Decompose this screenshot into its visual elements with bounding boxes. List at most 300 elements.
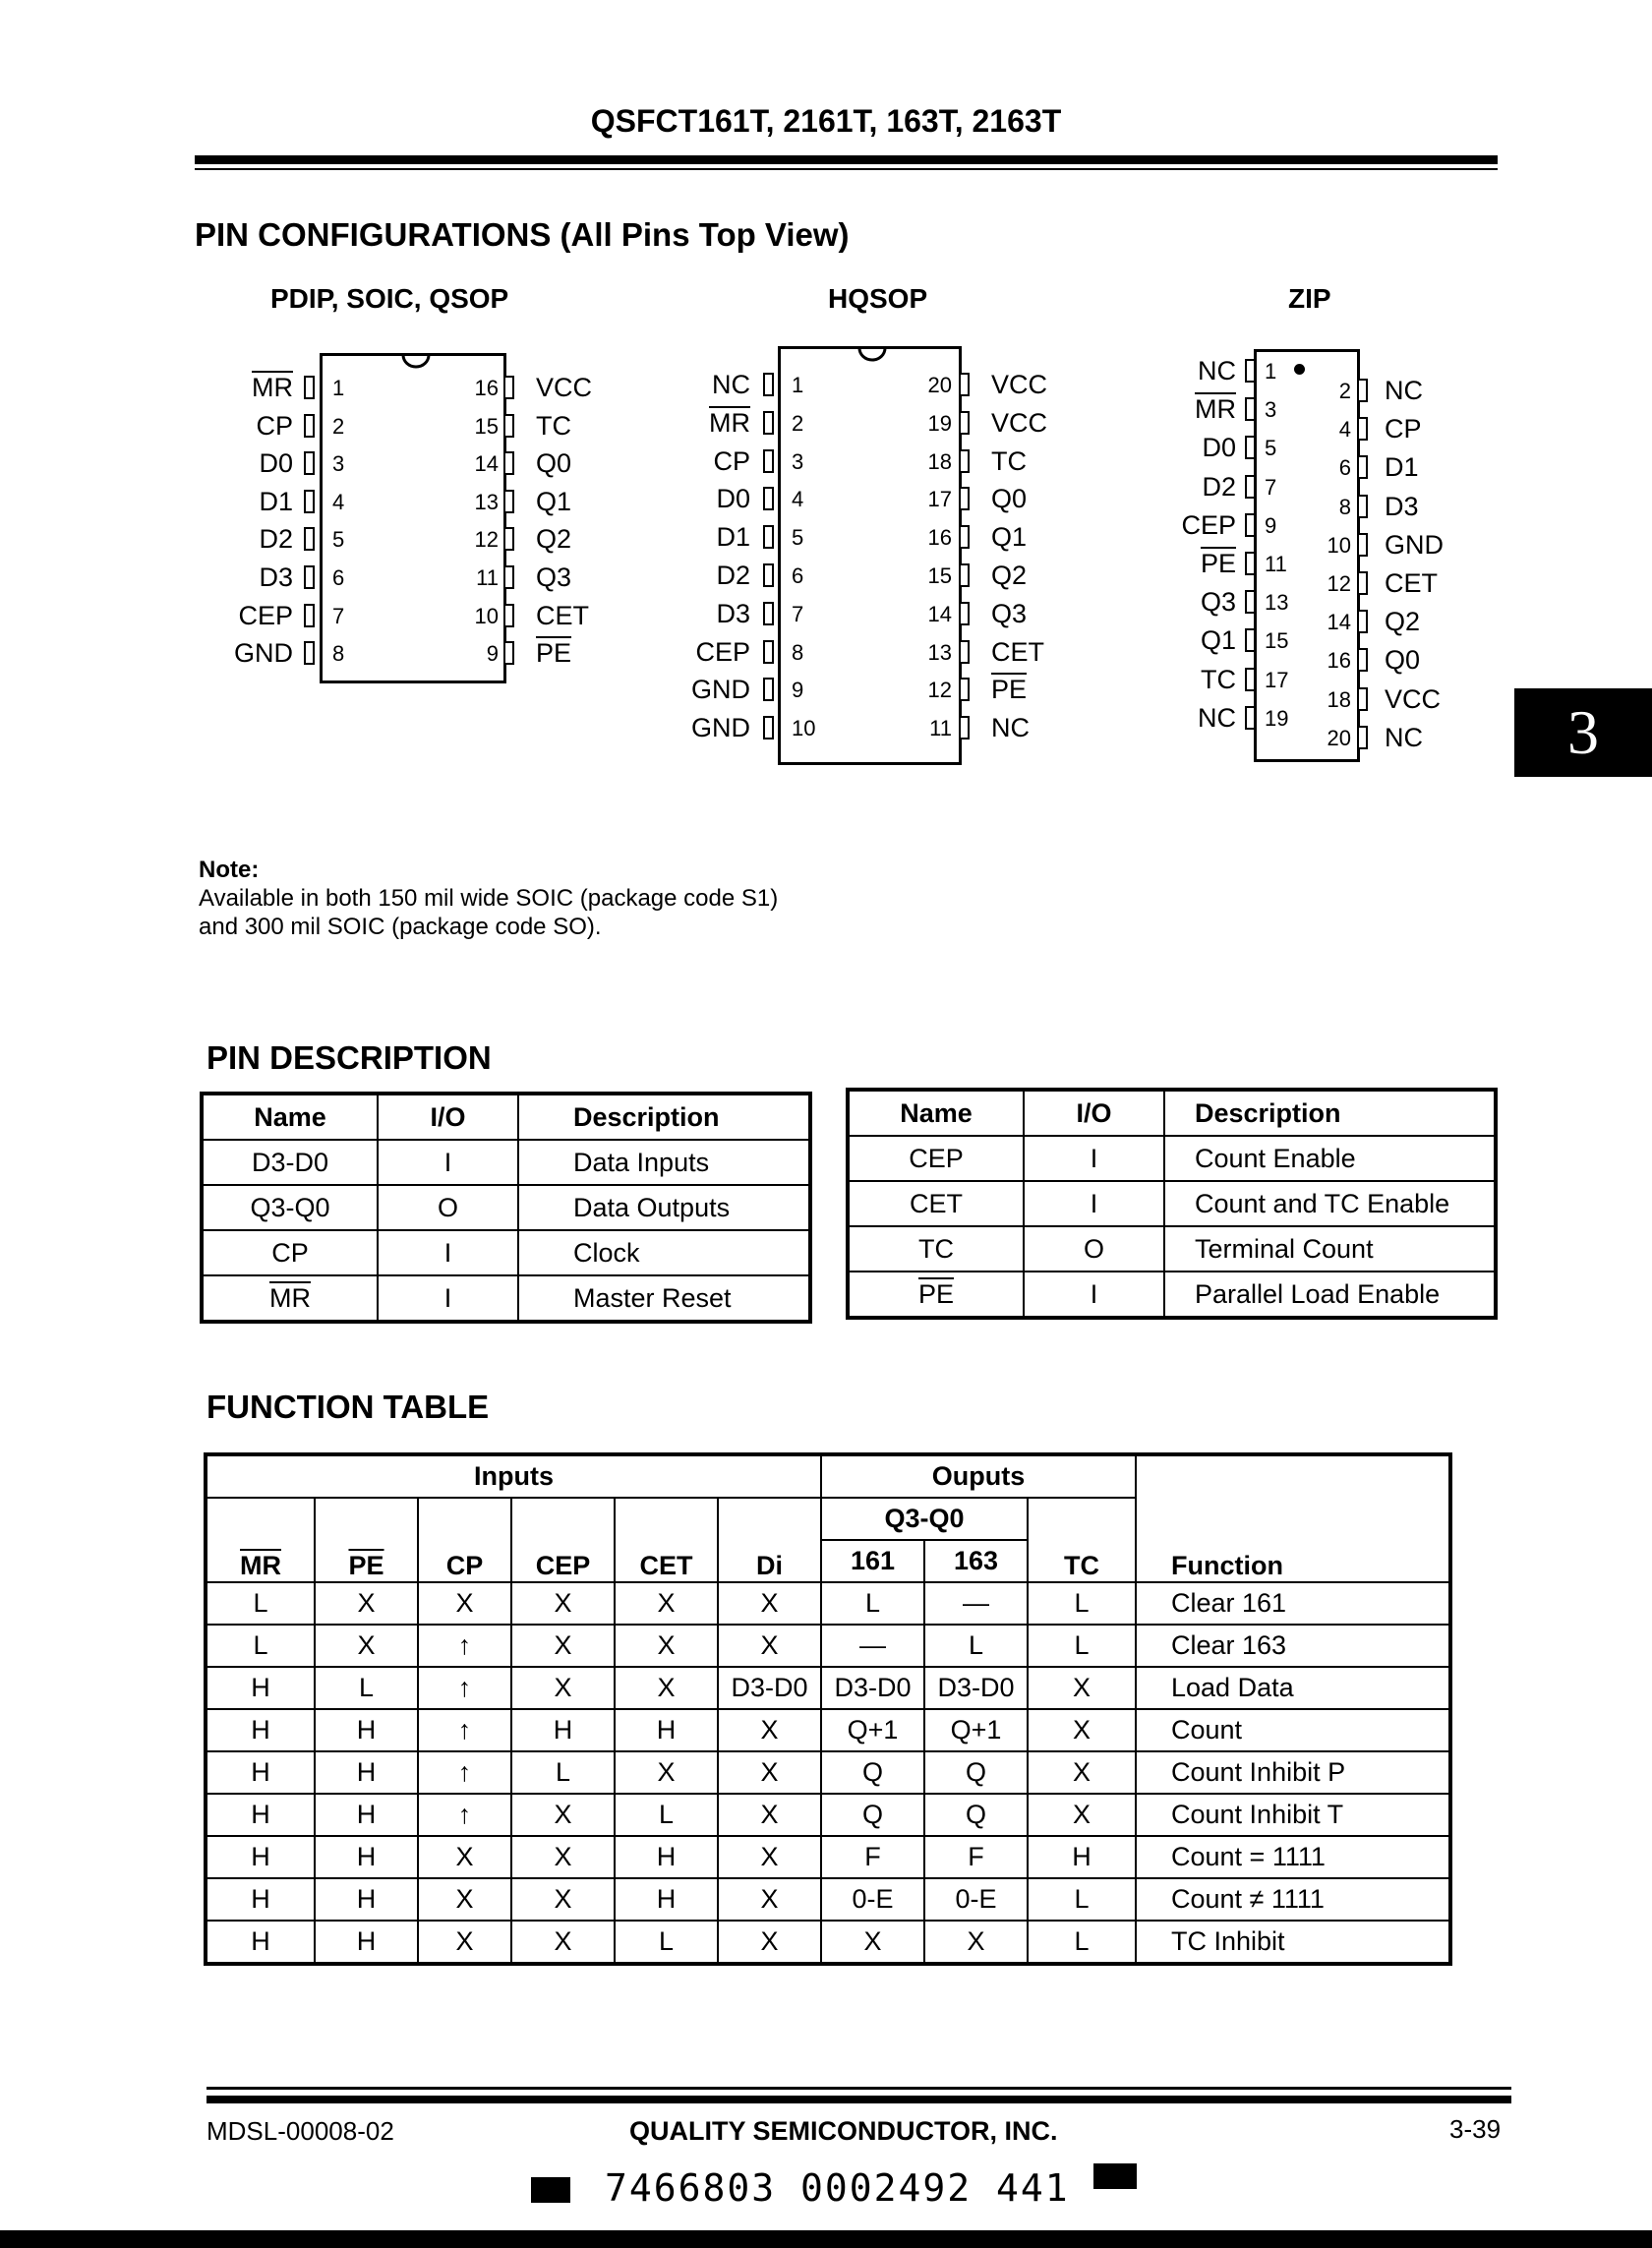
table-row [848,1272,1496,1318]
zip-pin-number: 9 [1265,512,1277,538]
table-row [206,1751,1450,1794]
footer-rule [206,2087,1511,2090]
pe-header: $\overline{PE}$ [315,1498,418,1582]
dip-pin-number: 6 [332,565,345,590]
zip-pin-name: CET [1385,568,1438,598]
cell-cet: L [615,1794,718,1836]
zip-pin-lead [1357,417,1368,441]
pin-name-cell: CP [202,1230,378,1275]
hqsop-pin-name: D1 [716,522,750,553]
zip-pin-name: TC [1201,664,1236,694]
hqsop-pin-number: 16 [927,525,952,551]
hqsop-pin-name: CEP [695,636,750,667]
cell-di: X [718,1582,821,1625]
cell-cet: H [615,1836,718,1878]
hqsop-pin-number: 18 [927,448,952,474]
zip-pin-number: 13 [1265,590,1289,616]
barcode-block-left [531,2177,570,2203]
cell-pe: H [315,1878,418,1921]
cell-mr: L [206,1625,315,1667]
description-cell: Count and TC Enable [1164,1181,1496,1226]
hqsop-pin-number: 3 [792,448,804,474]
cell-161: F [821,1836,924,1878]
cell-di: X [718,1709,821,1751]
cell-cp: ↑ [418,1667,511,1709]
dip-pin-name: CP [256,410,293,441]
dip-pin-number: 1 [332,376,345,400]
hqsop-pin-name: VCC [991,370,1048,399]
hqsop-pin-name: GND [691,713,750,743]
pin-name-cell: CEP [848,1136,1024,1181]
col-header: Name [202,1094,378,1140]
zip-pin-number: 10 [1327,532,1351,558]
description-cell: Master Reset [518,1275,810,1322]
inputs-group-header: Inputs [206,1454,821,1498]
hqsop-package-body [778,346,962,765]
hqsop-pin-lead [763,678,774,701]
cell-pe: H [315,1921,418,1964]
description-cell: Data Outputs [518,1185,810,1230]
dip-pin-number: 3 [332,451,345,477]
cell-163: Q [924,1751,1028,1794]
dip-pin-lead [304,451,315,475]
cell-cp: ↑ [418,1794,511,1836]
zip-pin-name: NC [1198,356,1236,385]
tc-header: TC [1028,1498,1136,1582]
table-row [206,1794,1450,1836]
zip-pin-number: 19 [1265,705,1289,731]
note-line-1: Available in both 150 mil wide SOIC (package code S1) [199,885,779,912]
hqsop-pin-lead [763,640,774,664]
zip-pin-number: 20 [1327,725,1351,750]
table-row [202,1275,810,1322]
dip-pin-name: Q2 [536,524,572,555]
io-cell: I [1024,1272,1164,1318]
hqsop-pin-name: $\overline{MR}$ [709,407,750,438]
note-line-2: and 300 mil SOIC (package code SO). [199,914,602,940]
zip-pin-name: VCC [1385,683,1442,714]
table-row [206,1921,1450,1964]
cell-function: Clear 161 [1136,1582,1450,1625]
cell-di: X [718,1921,821,1964]
cell-di: X [718,1836,821,1878]
zip-pin-name: D3 [1385,491,1419,521]
di-header: Di [718,1498,821,1582]
hqsop-pin-lead [959,602,970,625]
hqsop-pin-name: CET [991,636,1044,667]
dip-pin-lead [503,376,514,399]
dip-pin-number: 10 [474,603,499,628]
dip-pin-lead [304,604,315,627]
zip-pin-number: 5 [1265,436,1277,461]
zip-pin-number: 16 [1327,648,1351,674]
zip-pin-number: 6 [1338,455,1351,481]
hqsop-pin-number: 12 [927,678,952,703]
hqsop-pin-number: 11 [929,716,952,741]
pin-name-cell: TC [848,1226,1024,1272]
dip-pin-lead [503,490,514,513]
zip-pin-number: 18 [1327,686,1351,712]
pin-description-title: PIN DESCRIPTION [206,1039,492,1076]
hqsop-pin-number: 1 [792,373,804,397]
hqsop-pin-number: 6 [792,563,804,588]
zip-pin-lead [1357,495,1368,518]
cell-pe: X [315,1582,418,1625]
hqsop-pin-lead [959,525,970,549]
description-cell: Data Inputs [518,1140,810,1185]
cell-161: Q+1 [821,1709,924,1751]
cell-mr: H [206,1709,315,1751]
dip-pin-lead [503,451,514,475]
dip-pin-lead [304,490,315,513]
dip-pin-name: CEP [238,600,293,630]
zip-pin-name: D1 [1385,452,1419,483]
hqsop-pin-name: NC [991,713,1030,743]
outputs-group-header: Ouputs [821,1454,1136,1498]
q163-header: 163 [924,1540,1028,1582]
description-cell: Parallel Load Enable [1164,1272,1496,1318]
cell-161: Q [821,1751,924,1794]
dip-pin-lead [503,414,514,438]
hqsop-pin-lead [763,411,774,435]
cell-cp: X [418,1878,511,1921]
cell-mr: H [206,1878,315,1921]
zip-pin-name: CEP [1181,509,1236,540]
zip-pin-number: 15 [1265,628,1289,654]
cell-function: Load Data [1136,1667,1450,1709]
dip-pin-number: 7 [332,603,345,628]
description-cell: Clock [518,1230,810,1275]
dip-label: PDIP, SOIC, QSOP [270,283,509,314]
pin-config-title: PIN CONFIGURATIONS (All Pins Top View) [195,216,850,253]
cell-pe: H [315,1836,418,1878]
cell-function: Count ≠ 1111 [1136,1878,1450,1921]
hqsop-pin-lead [959,640,970,664]
cell-cp: X [418,1921,511,1964]
dip-pin-number: 12 [474,527,499,553]
zip-pin-number: 3 [1265,397,1277,423]
io-cell: I [378,1140,518,1185]
pin-description-table-left [200,1092,812,1324]
cell-163: Q [924,1794,1028,1836]
cp-header: CP [418,1498,511,1582]
dip-pin-number: 16 [474,376,499,400]
cell-pe: L [315,1667,418,1709]
cell-cp: X [418,1582,511,1625]
col-header: Description [518,1094,810,1140]
zip-pin-name: Q3 [1200,587,1236,618]
function-header: Function [1136,1454,1450,1582]
dip-pin-lead [304,641,315,665]
page-number: 3-39 [1449,2114,1502,2144]
footer-rule-thick [206,2096,1511,2103]
cell-pe: H [315,1709,418,1751]
pin-name-cell: Q3-Q0 [202,1185,378,1230]
zip-pin-number: 12 [1327,571,1351,596]
hqsop-pin-name: D3 [716,598,750,628]
col-header: I/O [378,1094,518,1140]
pin-description-table-right [846,1088,1498,1320]
table-row [206,1709,1450,1751]
hqsop-pin-lead [763,449,774,473]
zip-pin-lead [1357,571,1368,595]
col-header: I/O [1024,1090,1164,1136]
zip-pin-lead [1245,359,1256,383]
zip-pin-name: Q2 [1385,607,1421,637]
pin-name-cell: D3-D0 [202,1140,378,1185]
zip-pin-lead [1357,726,1368,749]
zip-pin-lead [1245,436,1256,459]
zip-pin-lead [1357,687,1368,711]
cell-function: Count Inhibit P [1136,1751,1450,1794]
description-cell: Count Enable [1164,1136,1496,1181]
dip-pin-lead [304,414,315,438]
cell-163: — [924,1582,1028,1625]
mr-header: $\overline{MR}$ [206,1498,315,1582]
cell-161: 0-E [821,1878,924,1921]
cell-tc: X [1028,1751,1136,1794]
cell-di: X [718,1751,821,1794]
zip-pin-name: Q0 [1385,645,1421,676]
hqsop-pin-lead [763,563,774,587]
zip-pin-lead [1245,475,1256,499]
zip-pin-lead [1245,668,1256,691]
dip-pin-number: 13 [474,489,499,514]
hqsop-pin-number: 14 [927,601,952,626]
col-header: Name [848,1090,1024,1136]
hqsop-pin-number: 8 [792,639,804,665]
cell-mr: L [206,1582,315,1625]
hqsop-pin-number: 13 [927,639,952,665]
dip-pin-name: Q1 [536,486,572,516]
cell-pe: H [315,1751,418,1794]
cep-header: CEP [511,1498,615,1582]
table-row [848,1181,1496,1226]
cell-cep: H [511,1709,615,1751]
dip-pin-name: Q3 [536,562,572,592]
description-cell: Terminal Count [1164,1226,1496,1272]
cell-function: TC Inhibit [1136,1921,1450,1964]
cell-di: X [718,1794,821,1836]
cell-cp: X [418,1836,511,1878]
header-rule [195,155,1498,164]
hqsop-pin-name: Q2 [991,561,1028,590]
hqsop-pin-lead [763,525,774,549]
dip-pin-name: $\overline{MR}$ [252,373,293,402]
zip-pin-lead [1245,397,1256,421]
dip-pin-number: 11 [476,565,499,590]
zip-pin-name: CP [1385,414,1422,444]
cell-mr: H [206,1921,315,1964]
hqsop-pin-name: Q0 [991,484,1028,514]
hqsop-pin-lead [959,563,970,587]
dip-pin-lead [503,527,514,551]
table-row [202,1140,810,1185]
function-table-title: FUNCTION TABLE [206,1389,490,1425]
io-cell: I [1024,1181,1164,1226]
cell-163: Q+1 [924,1709,1028,1751]
cell-tc: X [1028,1667,1136,1709]
zip-pin-lead [1357,455,1368,479]
io-cell: I [378,1230,518,1275]
cell-cep: X [511,1625,615,1667]
dip-pin-name: D0 [259,448,293,479]
hqsop-label: HQSOP [828,283,928,314]
hqsop-pin-number: 9 [792,678,804,703]
hqsop-pin-name: TC [991,445,1027,476]
cell-tc: H [1028,1836,1136,1878]
hqsop-pin-name: D2 [716,561,750,590]
cell-mr: H [206,1751,315,1794]
cell-cep: X [511,1836,615,1878]
hqsop-pin-name: Q1 [991,522,1028,553]
cell-163: X [924,1921,1028,1964]
cell-function: Count = 1111 [1136,1836,1450,1878]
dip-pin-number: 9 [486,641,499,667]
cell-mr: H [206,1794,315,1836]
dip-pin-name: TC [536,410,571,441]
col-header: Description [1164,1090,1496,1136]
zip-label: ZIP [1288,283,1331,314]
dip-pin-name: Q0 [536,448,572,479]
zip-pin-lead [1245,552,1256,575]
zip-pin-lead [1245,513,1256,537]
table-row [206,1625,1450,1667]
dip-pin-name: D1 [259,486,293,516]
hqsop-pin-name: D0 [716,484,750,514]
hqsop-pin-number: 19 [927,410,952,436]
cell-cet: X [615,1582,718,1625]
hqsop-pin-number: 4 [792,487,804,512]
cell-function: Clear 163 [1136,1625,1450,1667]
hqsop-pin-name: GND [691,675,750,705]
zip-pin-number: 1 [1265,359,1277,384]
io-cell: O [378,1185,518,1230]
dip-pin-name: GND [234,638,293,669]
zip-pin-name: NC [1198,702,1236,733]
cell-161: D3-D0 [821,1667,924,1709]
pin1-dot [1294,364,1305,375]
cell-di: D3-D0 [718,1667,821,1709]
io-cell: O [1024,1226,1164,1272]
cell-161: — [821,1625,924,1667]
cell-cet: X [615,1751,718,1794]
zip-pin-lead [1245,628,1256,652]
cell-cet: L [615,1921,718,1964]
zip-pin-name: NC [1385,376,1423,405]
hqsop-pin-name: $\overline{PE}$ [991,675,1028,705]
cell-161: Q [821,1794,924,1836]
cet-header: CET [615,1498,718,1582]
cell-cet: X [615,1625,718,1667]
function-table [204,1452,1452,1966]
cell-cp: ↑ [418,1709,511,1751]
page-header-title: QSFCT161T, 2161T, 163T, 2163T [590,103,1062,139]
cell-tc: L [1028,1582,1136,1625]
pin-name-cell: CET [848,1181,1024,1226]
table-row [206,1836,1450,1878]
table-row [206,1667,1450,1709]
dip-pin-lead [304,376,315,399]
cell-mr: H [206,1836,315,1878]
cell-function: Count Inhibit T [1136,1794,1450,1836]
hqsop-pin-lead [763,373,774,396]
hqsop-pin-lead [763,716,774,739]
zip-pin-name: NC [1385,722,1423,752]
cell-cep: L [511,1751,615,1794]
hqsop-pin-lead [959,487,970,510]
hqsop-pin-lead [959,373,970,396]
dip-pin-name: $\overline{PE}$ [536,638,572,669]
hqsop-pin-number: 20 [927,373,952,397]
hqsop-pin-number: 10 [792,716,816,741]
pin1-notch [857,346,887,362]
cell-tc: X [1028,1794,1136,1836]
hqsop-pin-number: 2 [792,410,804,436]
dip-pin-number: 2 [332,413,345,439]
table-row [202,1230,810,1275]
zip-pin-lead [1357,533,1368,557]
dip-pin-number: 15 [474,413,499,439]
zip-pin-lead [1357,610,1368,633]
dip-pin-number: 14 [474,451,499,477]
cell-mr: H [206,1667,315,1709]
cell-163: L [924,1625,1028,1667]
zip-pin-name: $\overline{MR}$ [1195,394,1236,425]
zip-pin-lead [1357,648,1368,672]
hqsop-pin-lead [959,678,970,701]
cell-cep: X [511,1582,615,1625]
dip-package-body [320,353,506,683]
table-row [206,1878,1450,1921]
cell-cep: X [511,1878,615,1921]
cell-pe: X [315,1625,418,1667]
cell-163: 0-E [924,1878,1028,1921]
pin-name-cell: $\overline{PE}$ [848,1272,1024,1318]
table-row [848,1136,1496,1181]
zip-pin-number: 7 [1265,474,1277,500]
zip-pin-number: 14 [1327,610,1351,635]
cell-cet: H [615,1709,718,1751]
hqsop-pin-lead [763,602,774,625]
dip-pin-lead [503,604,514,627]
barcode-block-right [1093,2163,1137,2189]
section-tab: 3 [1514,688,1652,777]
company-name: QUALITY SEMICONDUCTOR, INC. [629,2116,1058,2146]
table-row [206,1582,1450,1625]
cell-cep: X [511,1794,615,1836]
dip-pin-lead [304,527,315,551]
cell-pe: H [315,1794,418,1836]
dip-pin-lead [503,565,514,589]
cell-161: L [821,1582,924,1625]
cell-function: Count [1136,1709,1450,1751]
dip-pin-number: 4 [332,489,345,514]
hqsop-pin-name: CP [713,445,750,476]
zip-pin-number: 2 [1338,379,1351,403]
dip-pin-number: 5 [332,527,345,553]
hqsop-pin-lead [763,487,774,510]
hqsop-pin-number: 5 [792,525,804,551]
cell-cep: X [511,1667,615,1709]
hqsop-pin-number: 15 [927,563,952,588]
cell-tc: L [1028,1625,1136,1667]
zip-pin-name: D0 [1202,433,1236,463]
dip-pin-number: 8 [332,641,345,667]
dip-pin-name: D2 [259,524,293,555]
cell-cet: H [615,1878,718,1921]
header-rule-thin [195,168,1498,170]
